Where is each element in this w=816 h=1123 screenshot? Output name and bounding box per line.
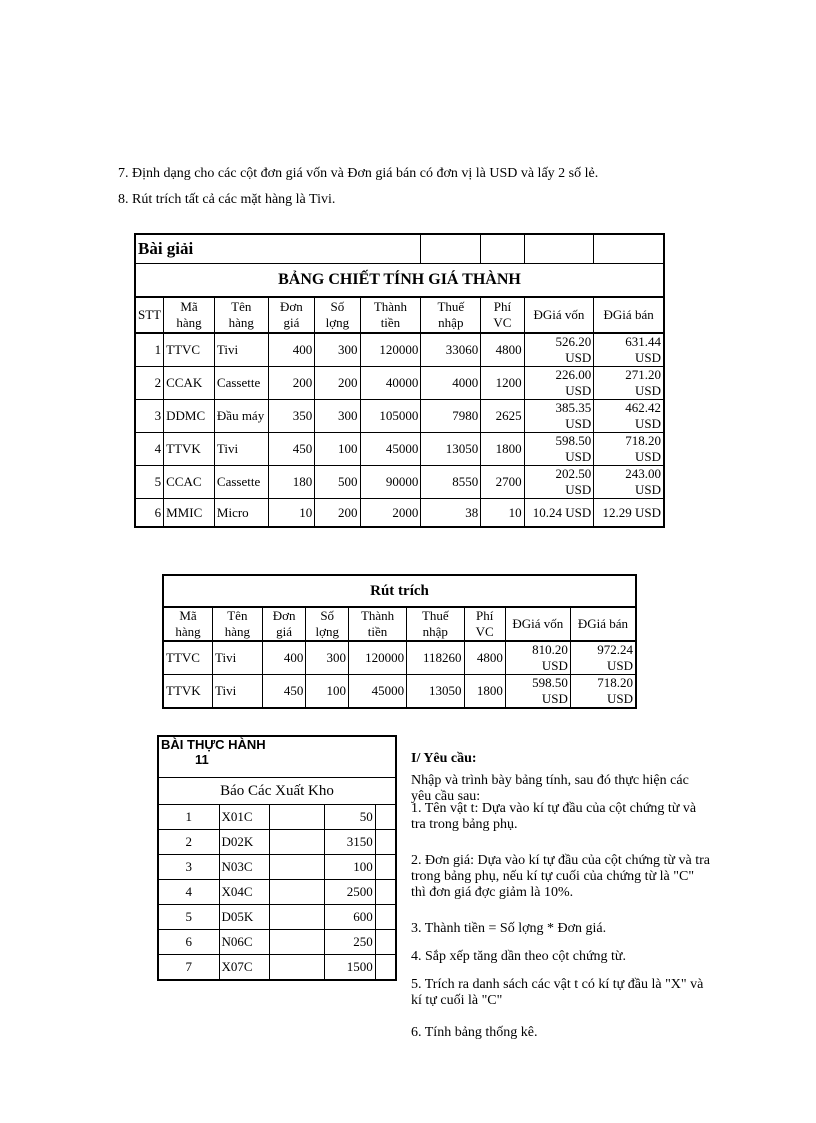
cell: 718.20 USD [570, 675, 636, 709]
cell [375, 830, 396, 855]
cell [269, 805, 324, 830]
cell: 810.20 USD [505, 641, 570, 675]
cell: 526.20 USD [524, 333, 594, 367]
cell: 50 [325, 805, 375, 830]
requirement-item: 1. Tên vật t: Dựa vào kí tự đầu của cột chứng từ và tra trong bảng phụ. [411, 801, 697, 832]
cell [375, 880, 396, 905]
practice-label: BÀI THỰC HÀNH [161, 737, 266, 752]
cell: Tivi [212, 675, 262, 709]
cost-table-title: BẢNG CHIẾT TÍNH GIÁ THÀNH [135, 264, 664, 298]
cell: Cassette [214, 367, 268, 400]
cell: 40000 [360, 367, 421, 400]
requirement-item: 4. Sắp xếp tăng dần theo cột chứng từ. [411, 949, 627, 964]
cell: 3 [158, 855, 219, 880]
cell: 400 [268, 333, 315, 367]
cell: CCAK [164, 367, 215, 400]
cell: 33060 [421, 333, 481, 367]
cell: N03C [219, 855, 269, 880]
col-header: Đơn giá [262, 607, 306, 641]
cell: 202.50 USD [524, 466, 594, 499]
cell: 100 [315, 433, 360, 466]
col-header: Tên hàng [214, 297, 268, 333]
cell: 300 [306, 641, 349, 675]
cell: 7980 [421, 400, 481, 433]
col-header: ĐGiá bán [594, 297, 664, 333]
cell: TTVC [164, 333, 215, 367]
cell: 180 [268, 466, 315, 499]
cell: 45000 [360, 433, 421, 466]
cell: 385.35 USD [524, 400, 594, 433]
requirement-item: 6. Tính bảng thống kê. [411, 1025, 538, 1040]
cell: 100 [325, 855, 375, 880]
cell [269, 880, 324, 905]
table-row [158, 905, 396, 930]
cell: 598.50 USD [505, 675, 570, 709]
cell: 2500 [325, 880, 375, 905]
table-row [135, 333, 664, 367]
cell: 6 [158, 930, 219, 955]
practice-number: 11 [195, 752, 209, 767]
cell: 120000 [349, 641, 407, 675]
cell: 200 [268, 367, 315, 400]
cell [269, 905, 324, 930]
cell: 243.00 USD [594, 466, 664, 499]
cell: 2625 [481, 400, 524, 433]
table-row [158, 955, 396, 981]
practice-label-cell [158, 736, 396, 778]
cell: N06C [219, 930, 269, 955]
cell: CCAC [164, 466, 215, 499]
cell: Micro [214, 499, 268, 528]
col-header: ĐGiá vốn [524, 297, 594, 333]
cell: TTVC [163, 641, 212, 675]
requirements-intro: Nhập và trình bày bảng tính, sau đó thực hiện các yêu cầu sau: [411, 773, 689, 804]
cell: 200 [315, 499, 360, 528]
cell: Tivi [214, 433, 268, 466]
requirements-heading: I/ Yêu cầu: [411, 751, 477, 766]
cell: 2000 [360, 499, 421, 528]
cell [269, 955, 324, 981]
col-header: Số lợng [315, 297, 360, 333]
cell [375, 955, 396, 981]
table-row [158, 805, 396, 830]
cell: Tivi [212, 641, 262, 675]
table-row [158, 830, 396, 855]
cell: 10 [268, 499, 315, 528]
cell: D02K [219, 830, 269, 855]
cell [375, 905, 396, 930]
col-header: Thành tiền [349, 607, 407, 641]
extract-title: Rút trích [163, 575, 636, 607]
cell: 105000 [360, 400, 421, 433]
col-header: ĐGiá bán [570, 607, 636, 641]
requirement-item: 3. Thành tiền = Số lợng * Đơn giá. [411, 921, 607, 936]
cell: 598.50 USD [524, 433, 594, 466]
cell: 4 [158, 880, 219, 905]
cell: 600 [325, 905, 375, 930]
cell: 271.20 USD [594, 367, 664, 400]
table-row [158, 880, 396, 905]
cell [269, 930, 324, 955]
cell: 200 [315, 367, 360, 400]
cell: 4800 [464, 641, 505, 675]
cell: 10 [481, 499, 524, 528]
instruction-7: 7. Định dạng cho các cột đơn giá vốn và Đơn giá bán có đơn vị là USD và lấy 2 số lẻ. [118, 166, 599, 181]
cell: 90000 [360, 466, 421, 499]
cell: 3 [135, 400, 164, 433]
cell: 462.42 USD [594, 400, 664, 433]
cell: X04C [219, 880, 269, 905]
cell: DDMC [164, 400, 215, 433]
table-row [163, 641, 636, 675]
cell: 631.44 USD [594, 333, 664, 367]
cell: 2 [158, 830, 219, 855]
cell: 1800 [481, 433, 524, 466]
cell: 13050 [407, 675, 464, 709]
col-header: ĐGiá vốn [505, 607, 570, 641]
cell: 718.20 USD [594, 433, 664, 466]
cell [269, 855, 324, 880]
cell: 8550 [421, 466, 481, 499]
cost-table [134, 233, 665, 528]
cell: 250 [325, 930, 375, 955]
cell: 6 [135, 499, 164, 528]
table-row [135, 433, 664, 466]
col-header: Thành tiền [360, 297, 421, 333]
table-row [158, 930, 396, 955]
cell: 300 [315, 400, 360, 433]
cell: 13050 [421, 433, 481, 466]
cell: 226.00 USD [524, 367, 594, 400]
cell: X01C [219, 805, 269, 830]
table-row [135, 367, 664, 400]
cell: 450 [262, 675, 306, 709]
cell: 500 [315, 466, 360, 499]
export-report-title: Báo Các Xuất Kho [158, 778, 396, 805]
cell: 3150 [325, 830, 375, 855]
cell: X07C [219, 955, 269, 981]
cell [375, 855, 396, 880]
cell: 2700 [481, 466, 524, 499]
cell: 300 [315, 333, 360, 367]
table-row [135, 466, 664, 499]
cell: 2 [135, 367, 164, 400]
cell: TTVK [163, 675, 212, 709]
cell: Tivi [214, 333, 268, 367]
requirement-item: 2. Đơn giá: Dựa vào kí tự đầu của cột chứng từ và tra trong bảng phụ, nếu kí tự cuối của chứng từ là "C" thì đơn giá đợc giảm là 10%. [411, 853, 711, 900]
cell: 4800 [481, 333, 524, 367]
cell: 4 [135, 433, 164, 466]
table-row [158, 855, 396, 880]
cell [375, 930, 396, 955]
cell: D05K [219, 905, 269, 930]
col-header: Đơn giá [268, 297, 315, 333]
cell: 45000 [349, 675, 407, 709]
col-header: Thuế nhập [421, 297, 481, 333]
cell: 1 [135, 333, 164, 367]
table-row [163, 675, 636, 709]
cell: 1 [158, 805, 219, 830]
col-header: STT [135, 297, 164, 333]
col-header: Thuế nhập [407, 607, 464, 641]
col-header: Số lợng [306, 607, 349, 641]
cell: 400 [262, 641, 306, 675]
cell: Đầu máy [214, 400, 268, 433]
cell [375, 805, 396, 830]
cell: 10.24 USD [524, 499, 594, 528]
col-header: Phí VC [464, 607, 505, 641]
cell: 12.29 USD [594, 499, 664, 528]
extract-table [162, 574, 637, 709]
cell: 120000 [360, 333, 421, 367]
cell: 38 [421, 499, 481, 528]
col-header: Phí VC [481, 297, 524, 333]
cell [269, 830, 324, 855]
cell: 4000 [421, 367, 481, 400]
cell: 1200 [481, 367, 524, 400]
cell: 450 [268, 433, 315, 466]
cell: 100 [306, 675, 349, 709]
cell: 118260 [407, 641, 464, 675]
requirement-item: 5. Trích ra danh sách các vật t có kí tự đầu là "X" và kí tự cuối là "C" [411, 977, 704, 1008]
cell: 1800 [464, 675, 505, 709]
cell: 1500 [325, 955, 375, 981]
cell: 5 [158, 905, 219, 930]
cell: 5 [135, 466, 164, 499]
col-header: Mã hàng [164, 297, 215, 333]
cell: Cassette [214, 466, 268, 499]
cell: MMIC [164, 499, 215, 528]
col-header: Tên hàng [212, 607, 262, 641]
cell: 7 [158, 955, 219, 981]
table-row [135, 499, 664, 528]
cell: TTVK [164, 433, 215, 466]
cell: 972.24 USD [570, 641, 636, 675]
cell: 350 [268, 400, 315, 433]
practice-table [157, 735, 397, 981]
table-row [135, 400, 664, 433]
instruction-8: 8. Rút trích tất cả các mặt hàng là Tivi. [118, 192, 336, 207]
col-header: Mã hàng [163, 607, 212, 641]
solution-label: Bài giải [135, 234, 421, 264]
